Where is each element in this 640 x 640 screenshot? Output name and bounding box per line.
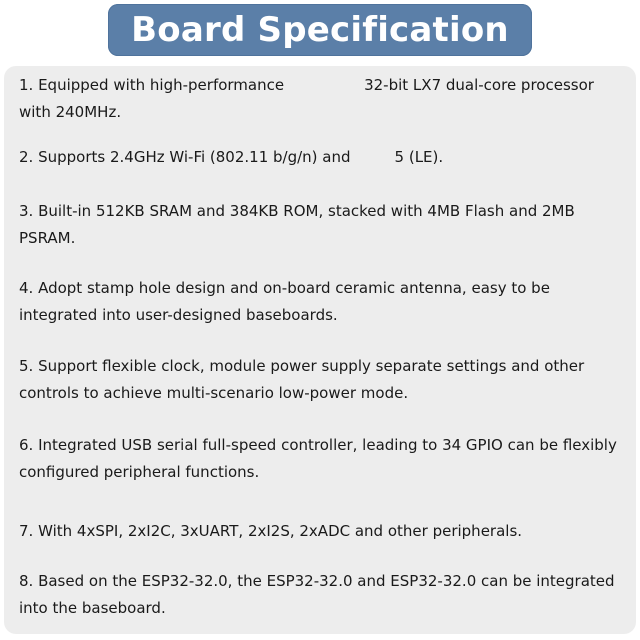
spec-list-panel — [4, 66, 636, 634]
spec-item-2-part-b: 5 (LE). — [394, 148, 444, 166]
spec-item-7: 7. With 4xSPI, 2xI2C, 3xUART, 2xI2S, 2xADC and other peripherals. — [19, 522, 523, 540]
title-banner — [108, 4, 532, 56]
spec-item-3: 3. Built-in 512KB SRAM and 384KB ROM, stacked with 4MB Flash and 2MB PSRAM. — [19, 202, 575, 247]
spec-item-1-part-a: 1. Equipped with high-performance — [19, 76, 285, 94]
spec-item-2 — [19, 144, 631, 171]
spec-item-1-part-b: 32-bit LX7 dual-core processor — [364, 76, 594, 94]
spec-item-2-part-a: 2. Supports 2.4GHz Wi-Fi (802.11 b/g/n) and — [19, 148, 351, 166]
spec-item-6: 6. Integrated USB serial full-speed controller, leading to 34 GPIO can be flexibly configured peripheral functions. — [19, 436, 617, 481]
spec-item-8: 8. Based on the ESP32-32.0, the ESP32-32.0 and ESP32-32.0 can be integrated into the baseboard. — [19, 572, 615, 617]
spec-item-1 — [19, 72, 631, 126]
page-title: Board Specification — [131, 10, 509, 50]
spec-item-4: 4. Adopt stamp hole design and on-board ceramic antenna, easy to be integrated into user-designed baseboards. — [19, 279, 550, 324]
spec-item-5: 5. Support flexible clock, module power supply separate settings and other controls to achieve multi-scenario low-power mode. — [19, 357, 585, 402]
spec-item-1-part-c: with 240MHz. — [19, 103, 122, 121]
